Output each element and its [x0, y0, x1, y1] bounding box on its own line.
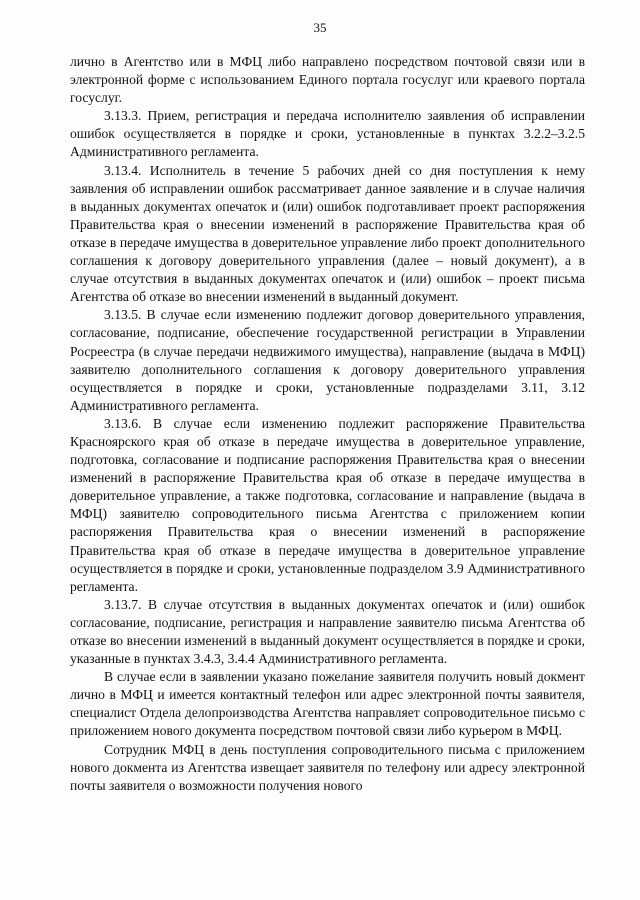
paragraph-3-13-5: 3.13.5. В случае если изменению подлежит договор доверительного управления, согласование, подписание, обеспечение государственной регистрации в Управлении Росреестра (в случае передачи недвижимого имущества), направление (выдача в МФЦ) заявителю дополнительного соглашения к договору доверительного управления осуществляется в порядке и сроки, установленные подразделами 3.11, 3.12 Административного регламента.	[70, 307, 585, 413]
paragraph-mfc-notification: Сотрудник МФЦ в день поступления сопроводительного письма с приложением нового докмента из Агентства извещает заявителя по телефону или адресу электронной почты заявителя о возможности получения нового	[70, 741, 585, 793]
document-body	[70, 53, 585, 795]
paragraph-3-13-6: 3.13.6. В случае если изменению подлежит распоряжение Правительства Красноярского края об отказе в передаче имущества в доверительное управление, подготовка, согласование и подписание распоряжения Правительства края о внесении изменений в распоряжение Правительства края об отказе в передаче имущества в доверительное управление, а также подготовка, согласование и направление (выдача в МФЦ) заявителю сопроводительного письма Агентства с приложением копии распоряжения Правительства края о внесении изменений в распоряжение Правительства края об отказе в передаче имущества в доверительное управление осуществляется в порядке и сроки, установленные подразделом 3.9 Административного регламента.	[70, 415, 585, 594]
paragraph-3-13-3: 3.13.3. Прием, регистрация и передача исполнителю заявления об исправлении ошибок осуществляется в порядке и сроки, установленные в пунктах 3.2.2–3.2.5 Административного регламента.	[70, 108, 585, 160]
paragraph-3-13-7: 3.13.7. В случае отсутствия в выданных документах опечаток и (или) ошибок согласование, подписание, регистрация и направление заявителю письма Агентства об отказе во внесении изменений в выданный документ осуществляется в порядке и сроки, указанные в пунктах 3.4.3, 3.4.4 Административного регламента.	[70, 596, 585, 667]
page-number: 35	[313, 20, 327, 35]
paragraph-mfc-delivery: В случае если в заявлении указано пожелание заявителя получить новый докмент лично в МФЦ и имеется контактный телефон или адрес электронной почты заявителя, специалист Отдела делопроизводства Агентства направляет сопроводительное письмо с приложением нового документа посредством почтовой связи либо курьером в МФЦ.	[70, 669, 585, 739]
paragraph-3-13-4: 3.13.4. Исполнитель в течение 5 рабочих дней со дня поступления к нему заявления об исправлении ошибок рассматривает данное заявление и в случае наличия в выданных документах опечаток и (или) ошибок подготавливает проект распоряжения Правительства края о внесении изменений в распоряжение Правительства края об отказе в передаче имущества в доверительное управление либо проект дополнительного соглашения к договору доверительного управления (далее – новый документ), а в случае отсутствия в выданных документах опечаток и (или) ошибок – проект письма Агентства об отказе во внесении изменений в выданный документ.	[70, 162, 585, 305]
paragraph-continuation: лично в Агентство или в МФЦ либо направлено посредством почтовой связи или в электронной форме с использованием Единого портала госуслуг или краевого портала госуслуг.	[70, 54, 585, 106]
